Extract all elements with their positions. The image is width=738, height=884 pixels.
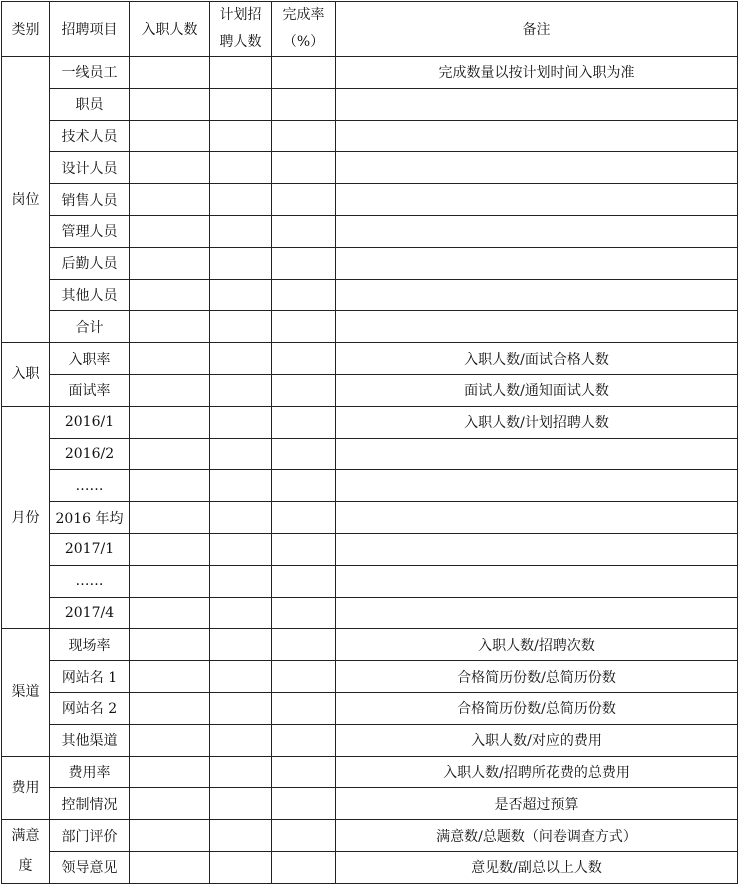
hired-cell bbox=[130, 152, 210, 184]
completion-cell bbox=[272, 597, 336, 629]
hired-cell bbox=[130, 470, 210, 502]
planned-cell bbox=[210, 788, 272, 820]
table-row bbox=[2, 597, 738, 629]
remark-cell bbox=[336, 88, 738, 120]
completion-cell bbox=[272, 724, 336, 756]
remark-cell bbox=[336, 565, 738, 597]
hired-cell bbox=[130, 502, 210, 534]
item-cell: 其他渠道 bbox=[50, 724, 130, 756]
remark-cell bbox=[336, 279, 738, 311]
remark-cell: 合格简历份数/总简历份数 bbox=[336, 692, 738, 724]
planned-cell bbox=[210, 756, 272, 788]
header-remark: 备注 bbox=[336, 2, 738, 57]
remark-cell bbox=[336, 533, 738, 565]
remark-cell: 入职人数/对应的费用 bbox=[336, 724, 738, 756]
completion-cell bbox=[272, 851, 336, 883]
item-cell: 后勤人员 bbox=[50, 247, 130, 279]
remark-cell bbox=[336, 502, 738, 534]
table-row bbox=[2, 724, 738, 756]
hired-cell bbox=[130, 820, 210, 852]
hired-cell bbox=[130, 438, 210, 470]
item-cell: 面试率 bbox=[50, 374, 130, 406]
completion-cell bbox=[272, 533, 336, 565]
hired-cell bbox=[130, 788, 210, 820]
hired-cell bbox=[130, 597, 210, 629]
planned-cell bbox=[210, 311, 272, 343]
completion-cell bbox=[272, 692, 336, 724]
remark-cell bbox=[336, 247, 738, 279]
planned-cell bbox=[210, 57, 272, 89]
table-row bbox=[2, 661, 738, 693]
planned-cell bbox=[210, 438, 272, 470]
hired-cell bbox=[130, 533, 210, 565]
table-row bbox=[2, 756, 738, 788]
remark-cell bbox=[336, 184, 738, 216]
hired-cell bbox=[130, 88, 210, 120]
hired-cell bbox=[130, 406, 210, 438]
header-row bbox=[2, 2, 738, 57]
remark-cell: 是否超过预算 bbox=[336, 788, 738, 820]
completion-cell bbox=[272, 470, 336, 502]
planned-cell bbox=[210, 247, 272, 279]
item-cell: 管理人员 bbox=[50, 215, 130, 247]
hired-cell bbox=[130, 661, 210, 693]
item-cell: 现场率 bbox=[50, 629, 130, 661]
item-cell: 职员 bbox=[50, 88, 130, 120]
completion-cell bbox=[272, 88, 336, 120]
planned-cell bbox=[210, 629, 272, 661]
table-row bbox=[2, 502, 738, 534]
item-cell: …… bbox=[50, 470, 130, 502]
planned-cell bbox=[210, 820, 272, 852]
category-cell: 入职 bbox=[2, 343, 50, 407]
planned-cell bbox=[210, 374, 272, 406]
hired-cell bbox=[130, 215, 210, 247]
category-cell: 月份 bbox=[2, 406, 50, 629]
table-row bbox=[2, 152, 738, 184]
item-cell: 其他人员 bbox=[50, 279, 130, 311]
item-cell: 2016/2 bbox=[50, 438, 130, 470]
item-cell: 设计人员 bbox=[50, 152, 130, 184]
table-row bbox=[2, 374, 738, 406]
completion-cell bbox=[272, 279, 336, 311]
hired-cell bbox=[130, 311, 210, 343]
completion-cell bbox=[272, 247, 336, 279]
completion-cell bbox=[272, 374, 336, 406]
hired-cell bbox=[130, 343, 210, 375]
table-row bbox=[2, 533, 738, 565]
table-row bbox=[2, 820, 738, 852]
planned-cell bbox=[210, 597, 272, 629]
table-row bbox=[2, 57, 738, 89]
item-cell: 部门评价 bbox=[50, 820, 130, 852]
planned-cell bbox=[210, 406, 272, 438]
hired-cell bbox=[130, 851, 210, 883]
completion-cell bbox=[272, 120, 336, 152]
header-completion: 完成率 （%） bbox=[272, 2, 336, 57]
completion-cell bbox=[272, 661, 336, 693]
hired-cell bbox=[130, 247, 210, 279]
item-cell: 销售人员 bbox=[50, 184, 130, 216]
completion-cell bbox=[272, 438, 336, 470]
hired-cell bbox=[130, 120, 210, 152]
planned-cell bbox=[210, 343, 272, 375]
completion-cell bbox=[272, 311, 336, 343]
header-item: 招聘项目 bbox=[50, 2, 130, 57]
table-row bbox=[2, 343, 738, 375]
table-row bbox=[2, 470, 738, 502]
planned-cell bbox=[210, 88, 272, 120]
completion-cell bbox=[272, 343, 336, 375]
table-row bbox=[2, 184, 738, 216]
planned-cell bbox=[210, 661, 272, 693]
table-row bbox=[2, 851, 738, 883]
planned-cell bbox=[210, 502, 272, 534]
remark-cell: 面试人数/通知面试人数 bbox=[336, 374, 738, 406]
table-row bbox=[2, 311, 738, 343]
item-cell: 领导意见 bbox=[50, 851, 130, 883]
item-cell: …… bbox=[50, 565, 130, 597]
table-row bbox=[2, 88, 738, 120]
table-row bbox=[2, 215, 738, 247]
table-row bbox=[2, 565, 738, 597]
remark-cell bbox=[336, 215, 738, 247]
planned-cell bbox=[210, 533, 272, 565]
hired-cell bbox=[130, 374, 210, 406]
completion-cell bbox=[272, 152, 336, 184]
remark-cell bbox=[336, 152, 738, 184]
planned-cell bbox=[210, 565, 272, 597]
table-row bbox=[2, 788, 738, 820]
completion-cell bbox=[272, 406, 336, 438]
hired-cell bbox=[130, 184, 210, 216]
completion-cell bbox=[272, 565, 336, 597]
hired-cell bbox=[130, 629, 210, 661]
category-cell: 满意 度 bbox=[2, 820, 50, 884]
remark-cell: 入职人数/面试合格人数 bbox=[336, 343, 738, 375]
remark-cell bbox=[336, 438, 738, 470]
planned-cell bbox=[210, 724, 272, 756]
completion-cell bbox=[272, 184, 336, 216]
table-row bbox=[2, 438, 738, 470]
item-cell: 入职率 bbox=[50, 343, 130, 375]
hired-cell bbox=[130, 692, 210, 724]
table-row bbox=[2, 692, 738, 724]
remark-cell bbox=[336, 470, 738, 502]
planned-cell bbox=[210, 184, 272, 216]
item-cell: 2017/1 bbox=[50, 533, 130, 565]
completion-cell bbox=[272, 820, 336, 852]
table-row bbox=[2, 629, 738, 661]
hired-cell bbox=[130, 57, 210, 89]
completion-cell bbox=[272, 215, 336, 247]
table-row bbox=[2, 406, 738, 438]
planned-cell bbox=[210, 279, 272, 311]
item-cell: 一线员工 bbox=[50, 57, 130, 89]
item-cell: 控制情况 bbox=[50, 788, 130, 820]
completion-cell bbox=[272, 502, 336, 534]
remark-cell bbox=[336, 311, 738, 343]
item-cell: 2017/4 bbox=[50, 597, 130, 629]
header-category: 类别 bbox=[2, 2, 50, 57]
remark-cell: 入职人数/招聘次数 bbox=[336, 629, 738, 661]
recruitment-statistics-table bbox=[1, 1, 738, 884]
item-cell: 技术人员 bbox=[50, 120, 130, 152]
planned-cell bbox=[210, 692, 272, 724]
table-row bbox=[2, 120, 738, 152]
hired-cell bbox=[130, 756, 210, 788]
item-cell: 网站名 2 bbox=[50, 692, 130, 724]
item-cell: 费用率 bbox=[50, 756, 130, 788]
item-cell: 合计 bbox=[50, 311, 130, 343]
planned-cell bbox=[210, 215, 272, 247]
remark-cell: 意见数/副总以上人数 bbox=[336, 851, 738, 883]
remark-cell: 满意数/总题数（问卷调查方式） bbox=[336, 820, 738, 852]
hired-cell bbox=[130, 565, 210, 597]
header-hired: 入职人数 bbox=[130, 2, 210, 57]
item-cell: 网站名 1 bbox=[50, 661, 130, 693]
remark-cell bbox=[336, 120, 738, 152]
completion-cell bbox=[272, 57, 336, 89]
hired-cell bbox=[130, 279, 210, 311]
planned-cell bbox=[210, 120, 272, 152]
hired-cell bbox=[130, 724, 210, 756]
remark-cell: 合格简历份数/总简历份数 bbox=[336, 661, 738, 693]
completion-cell bbox=[272, 756, 336, 788]
remark-cell bbox=[336, 597, 738, 629]
category-cell: 渠道 bbox=[2, 629, 50, 756]
completion-cell bbox=[272, 629, 336, 661]
table-row bbox=[2, 279, 738, 311]
header-planned: 计划招 聘人数 bbox=[210, 2, 272, 57]
completion-cell bbox=[272, 788, 336, 820]
item-cell: 2016 年均 bbox=[50, 502, 130, 534]
item-cell: 2016/1 bbox=[50, 406, 130, 438]
planned-cell bbox=[210, 152, 272, 184]
category-cell: 费用 bbox=[2, 756, 50, 820]
planned-cell bbox=[210, 851, 272, 883]
remark-cell: 完成数量以按计划时间入职为准 bbox=[336, 57, 738, 89]
remark-cell: 入职人数/招聘所花费的总费用 bbox=[336, 756, 738, 788]
table-row bbox=[2, 247, 738, 279]
remark-cell: 入职人数/计划招聘人数 bbox=[336, 406, 738, 438]
category-cell: 岗位 bbox=[2, 57, 50, 343]
planned-cell bbox=[210, 470, 272, 502]
